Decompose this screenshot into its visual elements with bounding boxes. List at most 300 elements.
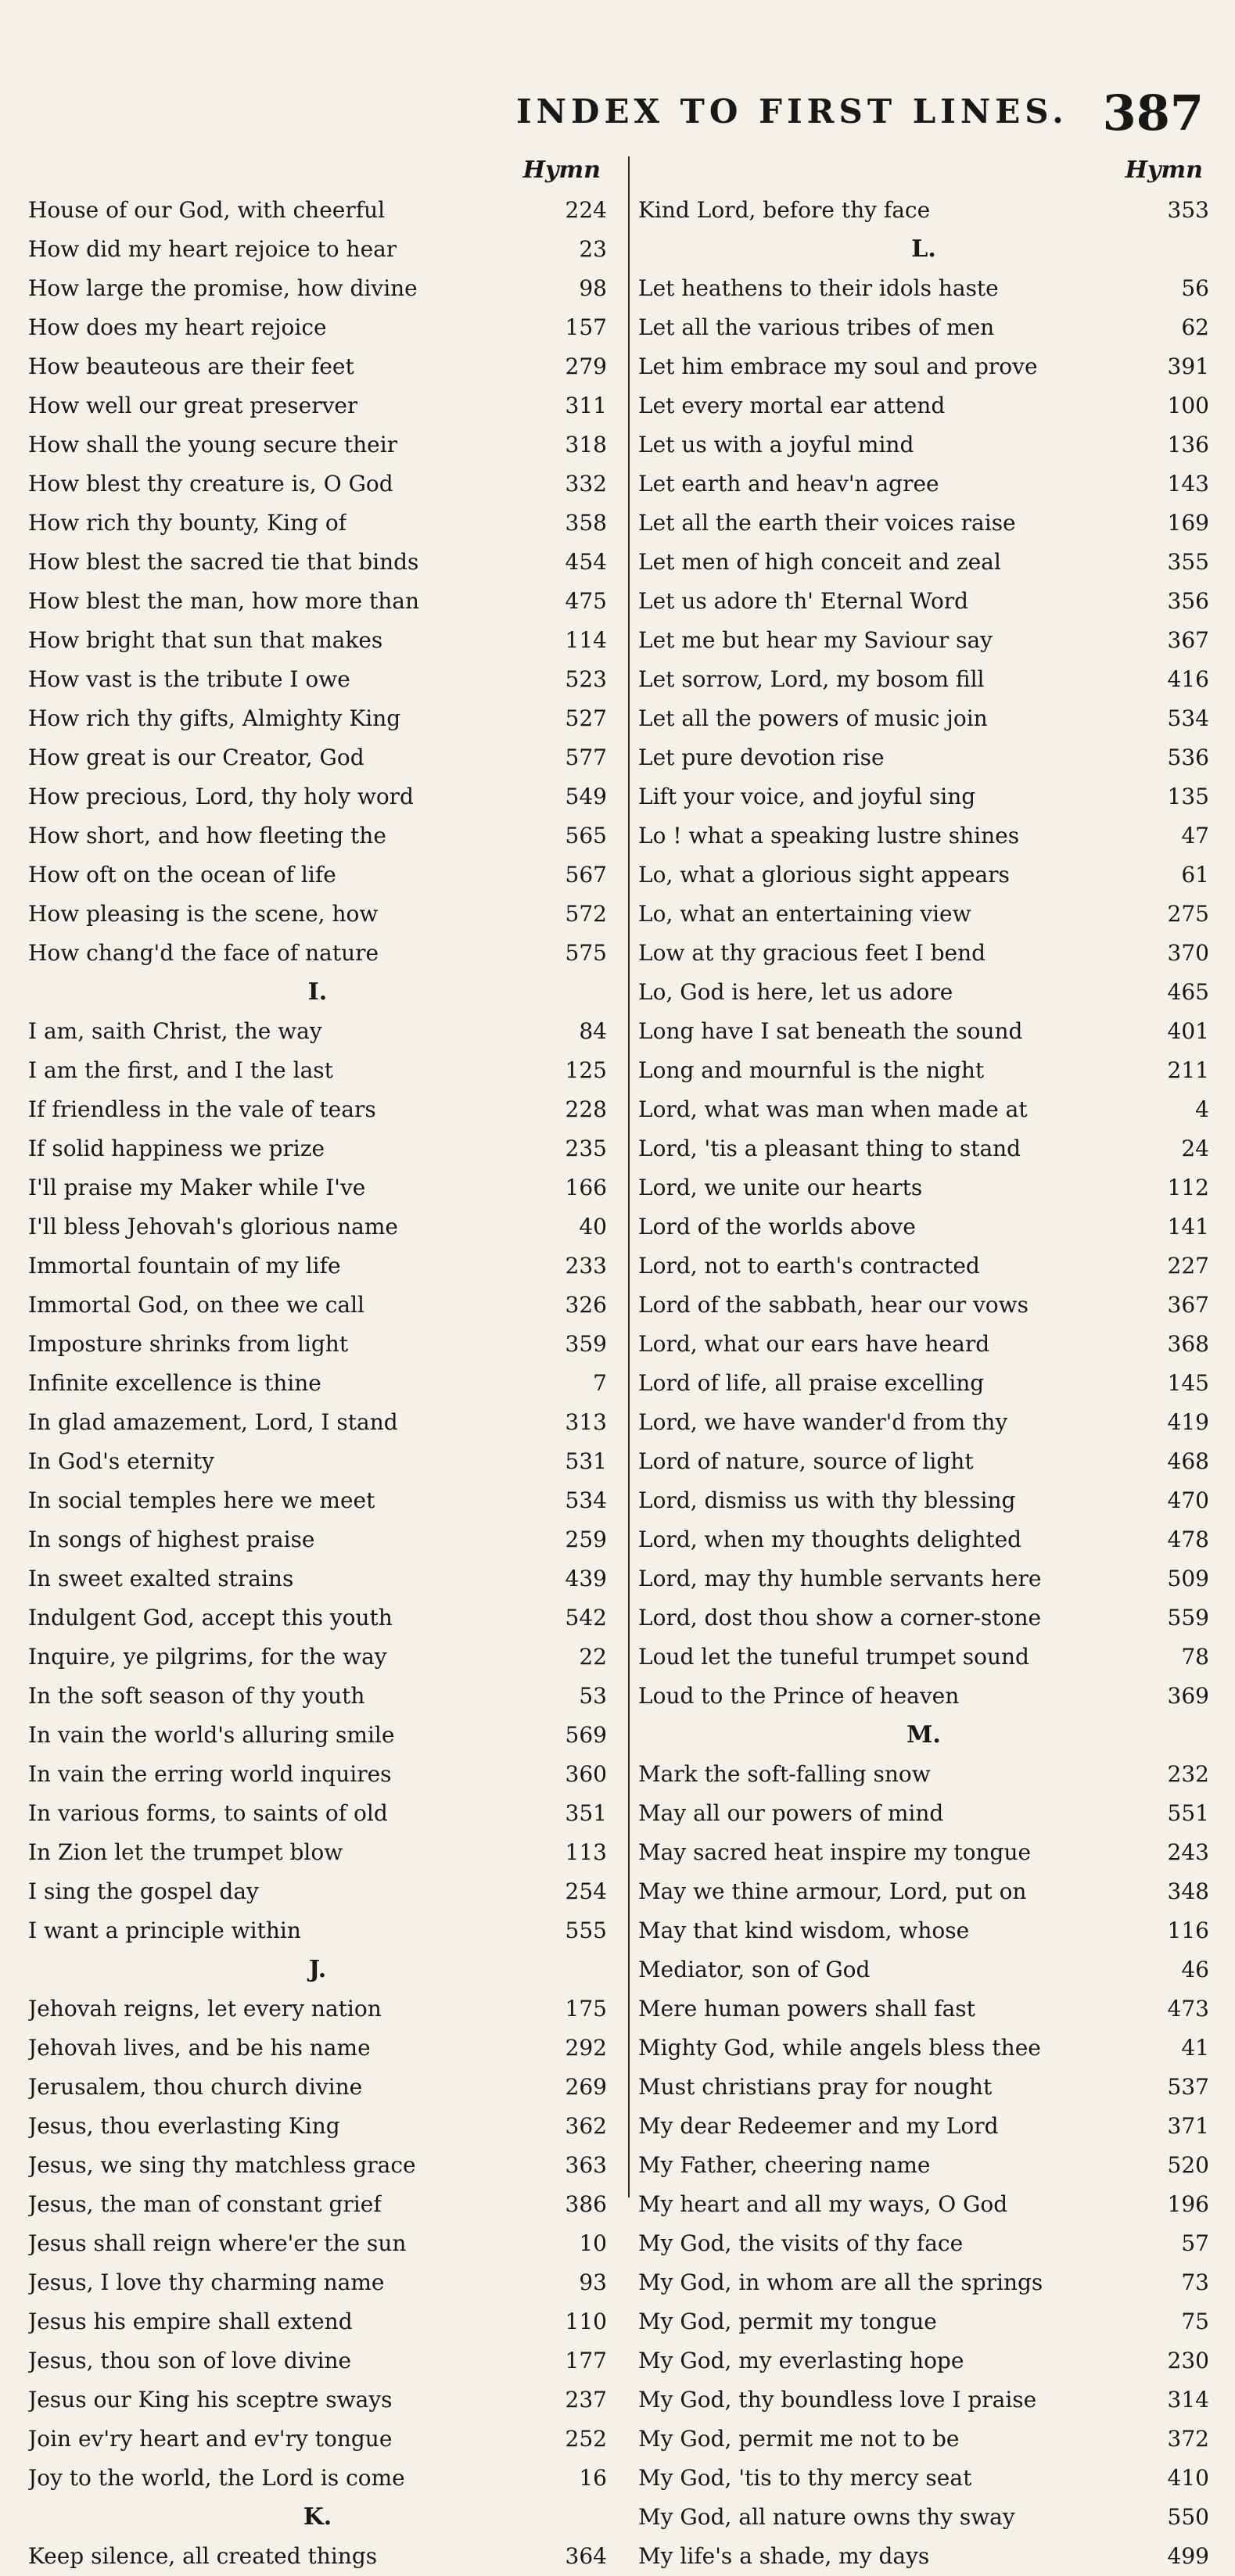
first-line-text: Lord, dost thou show a corner-stone xyxy=(638,1605,1042,1631)
hymn-column-heading: Hymn xyxy=(522,156,601,184)
index-entry xyxy=(28,191,607,230)
first-line-text: My God, 'tis to thy mercy seat xyxy=(638,2465,972,2491)
first-line-text: Let him embrace my soul and prove xyxy=(638,353,1038,379)
hymn-number: 478 xyxy=(1167,1527,1209,1552)
first-line-text: Lord, what our ears have heard xyxy=(638,1331,990,1357)
index-entry xyxy=(638,308,1209,347)
hymn-number: 318 xyxy=(565,432,607,457)
left-column xyxy=(28,156,607,2576)
first-line-text: My Father, cheering name xyxy=(638,2152,931,2178)
hymn-number: 116 xyxy=(1167,1918,1209,1943)
hymn-number: 259 xyxy=(565,1527,607,1552)
index-entry xyxy=(638,699,1209,738)
first-line-text: Mighty God, while angels bless thee xyxy=(638,2035,1041,2061)
hymn-number: 542 xyxy=(565,1605,607,1631)
first-line-text: Lo, God is here, let us adore xyxy=(638,979,953,1005)
hymn-number: 559 xyxy=(1167,1605,1209,1631)
hymn-number: 73 xyxy=(1181,2269,1209,2295)
first-line-text: How well our great preserver xyxy=(28,393,358,418)
first-line-text: Low at thy gracious feet I bend xyxy=(638,940,986,966)
first-line-text: How pleasing is the scene, how xyxy=(28,901,379,927)
hymn-number: 136 xyxy=(1167,432,1209,457)
index-entry xyxy=(28,856,607,895)
index-entry xyxy=(638,2107,1209,2146)
hymn-number: 22 xyxy=(579,1644,607,1670)
first-line-text: Jesus, thou son of love divine xyxy=(28,2348,352,2373)
hymn-number: 175 xyxy=(565,1996,607,2022)
first-line-text: Lord, dismiss us with thy blessing xyxy=(638,1487,1016,1513)
index-entry xyxy=(28,1833,607,1872)
first-line-text: Long have I sat beneath the sound xyxy=(638,1018,1023,1044)
page-header xyxy=(0,0,1235,142)
index-entry xyxy=(28,1638,607,1677)
first-line-text: Lord, may thy humble servants here xyxy=(638,1566,1042,1591)
index-entry xyxy=(28,1872,607,1911)
index-entry xyxy=(638,425,1209,465)
first-line-text: How rich thy bounty, King of xyxy=(28,510,347,536)
index-entry xyxy=(28,1247,607,1286)
index-entry xyxy=(28,621,607,660)
first-line-text: I'll praise my Maker while I've xyxy=(28,1175,366,1200)
index-entry xyxy=(638,1442,1209,1481)
first-line-text: In social temples here we meet xyxy=(28,1487,375,1513)
hymn-number: 157 xyxy=(565,314,607,340)
index-entry xyxy=(638,1129,1209,1168)
hymn-number: 326 xyxy=(565,1292,607,1318)
first-line-text: Lord, when my thoughts delighted xyxy=(638,1527,1022,1552)
index-entry xyxy=(638,1481,1209,1520)
hymn-number: 534 xyxy=(565,1487,607,1513)
hymn-number: 269 xyxy=(565,2074,607,2100)
index-entry xyxy=(638,2263,1209,2302)
hymn-number: 56 xyxy=(1181,275,1209,301)
hymn-number: 313 xyxy=(565,1409,607,1435)
index-entry xyxy=(28,1012,607,1051)
first-line-text: Let all the powers of music join xyxy=(638,705,988,731)
first-line-text: How beauteous are their feet xyxy=(28,353,354,379)
hymn-number: 233 xyxy=(565,1253,607,1279)
first-line-text: I want a principle within xyxy=(28,1918,301,1943)
index-entry xyxy=(28,543,607,582)
index-entry xyxy=(638,1598,1209,1638)
hymn-number: 23 xyxy=(579,236,607,262)
hymn-number: 24 xyxy=(1181,1136,1209,1161)
index-entry xyxy=(638,1012,1209,1051)
index-entry xyxy=(28,504,607,543)
first-line-text: Jehovah lives, and be his name xyxy=(28,2035,371,2061)
hymn-number: 358 xyxy=(565,510,607,536)
first-line-text: My God, permit me not to be xyxy=(638,2426,960,2452)
hymn-number: 567 xyxy=(565,862,607,888)
first-line-text: My life's a shade, my days xyxy=(638,2543,930,2569)
index-entry xyxy=(28,1794,607,1833)
hymn-number: 232 xyxy=(1167,1761,1209,1787)
first-line-text: Long and mournful is the night xyxy=(638,1057,985,1083)
index-entry xyxy=(28,1325,607,1364)
first-line-text: Joy to the world, the Lord is come xyxy=(28,2465,405,2491)
running-title: INDEX TO FIRST LINES. xyxy=(516,92,1068,131)
hymn-number: 401 xyxy=(1167,1018,1209,1044)
hymn-number: 235 xyxy=(565,1136,607,1161)
hymn-number: 369 xyxy=(1167,1683,1209,1709)
first-line-text: How short, and how fleeting the xyxy=(28,823,386,849)
first-line-text: My God, permit my tongue xyxy=(638,2309,937,2334)
section-letter: L. xyxy=(911,235,936,263)
hymn-number: 439 xyxy=(565,1566,607,1591)
hymn-number: 228 xyxy=(565,1096,607,1122)
first-line-text: Jesus, we sing thy matchless grace xyxy=(28,2152,416,2178)
index-entry xyxy=(638,1911,1209,1950)
hymn-number: 40 xyxy=(579,1214,607,1240)
first-line-text: Let men of high conceit and zeal xyxy=(638,549,1001,575)
index-entry xyxy=(638,2029,1209,2068)
index-entry xyxy=(28,2459,607,2498)
index-entry xyxy=(28,2537,607,2576)
hymn-number: 575 xyxy=(565,940,607,966)
index-entry xyxy=(638,1051,1209,1090)
index-entry xyxy=(28,347,607,386)
index-entry xyxy=(638,1989,1209,2029)
page-number: 387 xyxy=(1102,84,1204,142)
first-line-text: In songs of highest praise xyxy=(28,1527,315,1552)
hymn-number: 527 xyxy=(565,705,607,731)
index-entry xyxy=(28,2029,607,2068)
first-line-text: Lord, 'tis a pleasant thing to stand xyxy=(638,1136,1021,1161)
hymn-number: 367 xyxy=(1167,1292,1209,1318)
hymn-number: 367 xyxy=(1167,627,1209,653)
index-entry xyxy=(638,543,1209,582)
hymn-number: 4 xyxy=(1195,1096,1209,1122)
hymn-number: 112 xyxy=(1167,1175,1209,1200)
hymn-number: 145 xyxy=(1167,1370,1209,1396)
index-entry xyxy=(638,347,1209,386)
hymn-number: 549 xyxy=(565,784,607,809)
first-line-text: Mediator, son of God xyxy=(638,1957,871,1982)
hymn-number: 391 xyxy=(1167,353,1209,379)
index-entry xyxy=(638,934,1209,973)
hymn-number: 75 xyxy=(1181,2309,1209,2334)
index-entry xyxy=(638,2341,1209,2380)
first-line-text: How precious, Lord, thy holy word xyxy=(28,784,414,809)
first-line-text: In Zion let the trumpet blow xyxy=(28,1839,343,1865)
hymn-number: 370 xyxy=(1167,940,1209,966)
first-line-text: Let all the various tribes of men xyxy=(638,314,995,340)
hymn-number: 78 xyxy=(1181,1644,1209,1670)
first-line-text: In vain the erring world inquires xyxy=(28,1761,392,1787)
index-entry xyxy=(28,1716,607,1755)
first-line-text: How great is our Creator, God xyxy=(28,744,364,770)
first-line-text: Join ev'ry heart and ev'ry tongue xyxy=(28,2426,393,2452)
first-line-text: Keep silence, all created things xyxy=(28,2543,378,2569)
hymn-number: 243 xyxy=(1167,1839,1209,1865)
hymn-number: 362 xyxy=(565,2113,607,2139)
index-entry xyxy=(638,2068,1209,2107)
hymn-number: 363 xyxy=(565,2152,607,2178)
hymn-number: 224 xyxy=(565,197,607,223)
hymn-number: 537 xyxy=(1167,2074,1209,2100)
first-line-text: Let all the earth their voices raise xyxy=(638,510,1016,536)
index-entry xyxy=(638,1559,1209,1598)
hymn-number: 569 xyxy=(565,1722,607,1748)
index-entry xyxy=(28,1090,607,1129)
first-line-text: How oft on the ocean of life xyxy=(28,862,336,888)
index-entry xyxy=(638,777,1209,816)
index-entry xyxy=(28,1442,607,1481)
hymn-number: 84 xyxy=(579,1018,607,1044)
first-line-text: Let me but hear my Saviour say xyxy=(638,627,993,653)
hymn-number: 110 xyxy=(565,2309,607,2334)
index-entry xyxy=(28,934,607,973)
index-entry xyxy=(28,308,607,347)
index-entry xyxy=(638,1403,1209,1442)
index-entry xyxy=(28,2341,607,2380)
hymn-number: 141 xyxy=(1167,1214,1209,1240)
first-line-text: My heart and all my ways, O God xyxy=(638,2191,1008,2217)
hymn-number: 523 xyxy=(565,666,607,692)
hymn-number: 368 xyxy=(1167,1331,1209,1357)
section-letter: K. xyxy=(303,2503,332,2531)
index-entry xyxy=(638,1755,1209,1794)
index-entry xyxy=(638,1872,1209,1911)
index-entry xyxy=(28,1403,607,1442)
hymn-number: 355 xyxy=(1167,549,1209,575)
index-entry xyxy=(28,2380,607,2420)
index-entry xyxy=(28,1207,607,1247)
index-entry xyxy=(638,1833,1209,1872)
hymn-number: 465 xyxy=(1167,979,1209,1005)
section-letter: M. xyxy=(907,1721,941,1749)
first-line-text: How rich thy gifts, Almighty King xyxy=(28,705,401,731)
first-line-text: Jesus his empire shall extend xyxy=(28,2309,353,2334)
first-line-text: Let us with a joyful mind xyxy=(638,432,914,457)
hymn-number: 577 xyxy=(565,744,607,770)
first-line-text: In the soft season of thy youth xyxy=(28,1683,365,1709)
hymn-number: 62 xyxy=(1181,314,1209,340)
first-line-text: My God, my everlasting hope xyxy=(638,2348,964,2373)
hymn-number: 551 xyxy=(1167,1800,1209,1826)
first-line-text: Lord of the worlds above xyxy=(638,1214,916,1240)
index-entry xyxy=(638,1364,1209,1403)
hymn-number: 372 xyxy=(1167,2426,1209,2452)
index-entry xyxy=(28,2420,607,2459)
hymn-number: 275 xyxy=(1167,901,1209,927)
index-entry xyxy=(28,816,607,856)
index-entry xyxy=(638,1207,1209,1247)
first-line-text: Lord, what was man when made at xyxy=(638,1096,1028,1122)
hymn-column-heading: Hymn xyxy=(1125,156,1203,184)
first-line-text: How blest the man, how more than xyxy=(28,588,419,614)
index-entry xyxy=(638,738,1209,777)
index-entry xyxy=(638,1638,1209,1677)
index-entry xyxy=(28,2068,607,2107)
index-entry xyxy=(638,2420,1209,2459)
first-line-text: Let sorrow, Lord, my bosom fill xyxy=(638,666,985,692)
index-entry xyxy=(28,1677,607,1716)
hymn-number: 98 xyxy=(579,275,607,301)
hymn-number: 143 xyxy=(1167,471,1209,497)
hymn-number: 7 xyxy=(593,1370,607,1396)
hymn-number: 41 xyxy=(1181,2035,1209,2061)
hymn-number: 125 xyxy=(565,1057,607,1083)
hymn-number: 61 xyxy=(1181,862,1209,888)
first-line-text: If solid happiness we prize xyxy=(28,1136,325,1161)
first-line-text: May that kind wisdom, whose xyxy=(638,1918,970,1943)
first-line-text: Loud let the tuneful trumpet sound xyxy=(638,1644,1029,1670)
index-entry xyxy=(638,895,1209,934)
hymn-number: 475 xyxy=(565,588,607,614)
index-entry xyxy=(638,504,1209,543)
first-line-text: How blest the sacred tie that binds xyxy=(28,549,419,575)
index-entry xyxy=(638,2537,1209,2576)
hymn-number: 473 xyxy=(1167,1996,1209,2022)
hymn-number: 386 xyxy=(565,2191,607,2217)
index-entry xyxy=(638,2302,1209,2341)
index-entry xyxy=(638,2185,1209,2224)
first-line-text: I am, saith Christ, the way xyxy=(28,1018,322,1044)
hymn-number: 57 xyxy=(1181,2230,1209,2256)
section-letter: J. xyxy=(308,1956,327,1983)
first-line-text: Jesus our King his sceptre sways xyxy=(28,2387,393,2413)
first-line-text: Lift your voice, and joyful sing xyxy=(638,784,976,809)
hymn-number: 353 xyxy=(1167,197,1209,223)
first-line-text: Lord, we unite our hearts xyxy=(638,1175,923,1200)
index-entry xyxy=(638,1950,1209,1989)
index-entry xyxy=(638,582,1209,621)
hymn-number: 536 xyxy=(1167,744,1209,770)
hymn-number: 254 xyxy=(565,1878,607,1904)
hymn-number: 314 xyxy=(1167,2387,1209,2413)
first-line-text: Lord, not to earth's contracted xyxy=(638,1253,980,1279)
hymn-number: 348 xyxy=(1167,1878,1209,1904)
first-line-text: House of our God, with cheerful xyxy=(28,197,386,223)
hymn-number: 311 xyxy=(565,393,607,418)
first-line-text: Let us adore th' Eternal Word xyxy=(638,588,969,614)
index-entry xyxy=(638,660,1209,699)
first-line-text: Lo ! what a speaking lustre shines xyxy=(638,823,1020,849)
index-entry xyxy=(638,2498,1209,2537)
index-entry xyxy=(28,1286,607,1325)
first-line-text: How large the promise, how divine xyxy=(28,275,418,301)
hymn-number: 419 xyxy=(1167,1409,1209,1435)
first-line-text: Jesus, the man of constant grief xyxy=(28,2191,382,2217)
index-entry xyxy=(28,738,607,777)
index-entry xyxy=(28,895,607,934)
index-entry xyxy=(638,2459,1209,2498)
index-entry xyxy=(28,1481,607,1520)
first-line-text: Jesus, I love thy charming name xyxy=(28,2269,385,2295)
first-line-text: Lo, what an entertaining view xyxy=(638,901,971,927)
index-entry xyxy=(638,1325,1209,1364)
index-entry xyxy=(28,230,607,269)
hymn-number: 550 xyxy=(1167,2504,1209,2530)
first-line-text: Lord of the sabbath, hear our vows xyxy=(638,1292,1029,1318)
index-entry xyxy=(28,1911,607,1950)
first-line-text: Lord of life, all praise excelling xyxy=(638,1370,985,1396)
first-line-text: Kind Lord, before thy face xyxy=(638,197,931,223)
index-entry xyxy=(638,1286,1209,1325)
index-entry xyxy=(28,2263,607,2302)
hymn-number: 211 xyxy=(1167,1057,1209,1083)
hymn-number: 565 xyxy=(565,823,607,849)
first-line-text: Must christians pray for nought xyxy=(638,2074,993,2100)
first-line-text: Jesus, thou everlasting King xyxy=(28,2113,340,2139)
hymn-number: 509 xyxy=(1167,1566,1209,1591)
index-entry xyxy=(28,1598,607,1638)
first-line-text: Jerusalem, thou church divine xyxy=(28,2074,363,2100)
first-line-text: May we thine armour, Lord, put on xyxy=(638,1878,1027,1904)
first-line-text: Immortal God, on thee we call xyxy=(28,1292,364,1318)
hymn-number: 166 xyxy=(565,1175,607,1200)
hymn-number: 113 xyxy=(565,1839,607,1865)
hymn-number: 135 xyxy=(1167,784,1209,809)
hymn-number: 292 xyxy=(565,2035,607,2061)
hymn-number: 499 xyxy=(1167,2543,1209,2569)
first-line-text: How vast is the tribute I owe xyxy=(28,666,350,692)
hymn-number: 16 xyxy=(579,2465,607,2491)
first-line-text: Jehovah reigns, let every nation xyxy=(28,1996,382,2022)
hymn-number: 169 xyxy=(1167,510,1209,536)
index-entry xyxy=(28,386,607,425)
first-line-text: Indulgent God, accept this youth xyxy=(28,1605,393,1631)
index-entry xyxy=(638,1794,1209,1833)
hymn-number: 100 xyxy=(1167,393,1209,418)
hymn-number: 177 xyxy=(565,2348,607,2373)
index-entry xyxy=(638,2380,1209,2420)
index-entry xyxy=(638,1247,1209,1286)
index-entry xyxy=(28,1051,607,1090)
first-line-text: Infinite excellence is thine xyxy=(28,1370,321,1396)
index-entry xyxy=(28,2146,607,2185)
index-entry xyxy=(28,660,607,699)
hymn-number: 534 xyxy=(1167,705,1209,731)
index-entry xyxy=(638,465,1209,504)
first-line-text: In various forms, to saints of old xyxy=(28,1800,388,1826)
index-entry xyxy=(638,621,1209,660)
first-line-text: Lord of nature, source of light xyxy=(638,1448,974,1474)
hymn-number: 227 xyxy=(1167,1253,1209,1279)
hymn-number: 279 xyxy=(565,353,607,379)
first-line-text: I'll bless Jehovah's glorious name xyxy=(28,1214,398,1240)
index-entry xyxy=(638,386,1209,425)
first-line-text: If friendless in the vale of tears xyxy=(28,1096,376,1122)
index-entry xyxy=(638,2146,1209,2185)
index-entry xyxy=(28,269,607,308)
hymn-number: 359 xyxy=(565,1331,607,1357)
hymn-number: 114 xyxy=(565,627,607,653)
index-entry xyxy=(28,465,607,504)
hymn-number: 230 xyxy=(1167,2348,1209,2373)
index-entry xyxy=(28,1168,607,1207)
first-line-text: My God, all nature owns thy sway xyxy=(638,2504,1015,2530)
index-entry xyxy=(28,1129,607,1168)
index-entry xyxy=(28,582,607,621)
index-entry xyxy=(28,2224,607,2263)
hymn-number: 520 xyxy=(1167,2152,1209,2178)
hymn-number: 46 xyxy=(1181,1957,1209,1982)
index-entry xyxy=(638,1520,1209,1559)
first-line-text: In vain the world's alluring smile xyxy=(28,1722,395,1748)
index-entry xyxy=(28,2302,607,2341)
hymn-number: 531 xyxy=(565,1448,607,1474)
hymn-number: 196 xyxy=(1167,2191,1209,2217)
first-line-text: How chang'd the face of nature xyxy=(28,940,379,966)
hymn-number: 572 xyxy=(565,901,607,927)
index-entry xyxy=(28,777,607,816)
index-entry xyxy=(28,1364,607,1403)
first-line-text: In God's eternity xyxy=(28,1448,214,1474)
hymn-number: 555 xyxy=(565,1918,607,1943)
first-line-text: How bright that sun that makes xyxy=(28,627,383,653)
